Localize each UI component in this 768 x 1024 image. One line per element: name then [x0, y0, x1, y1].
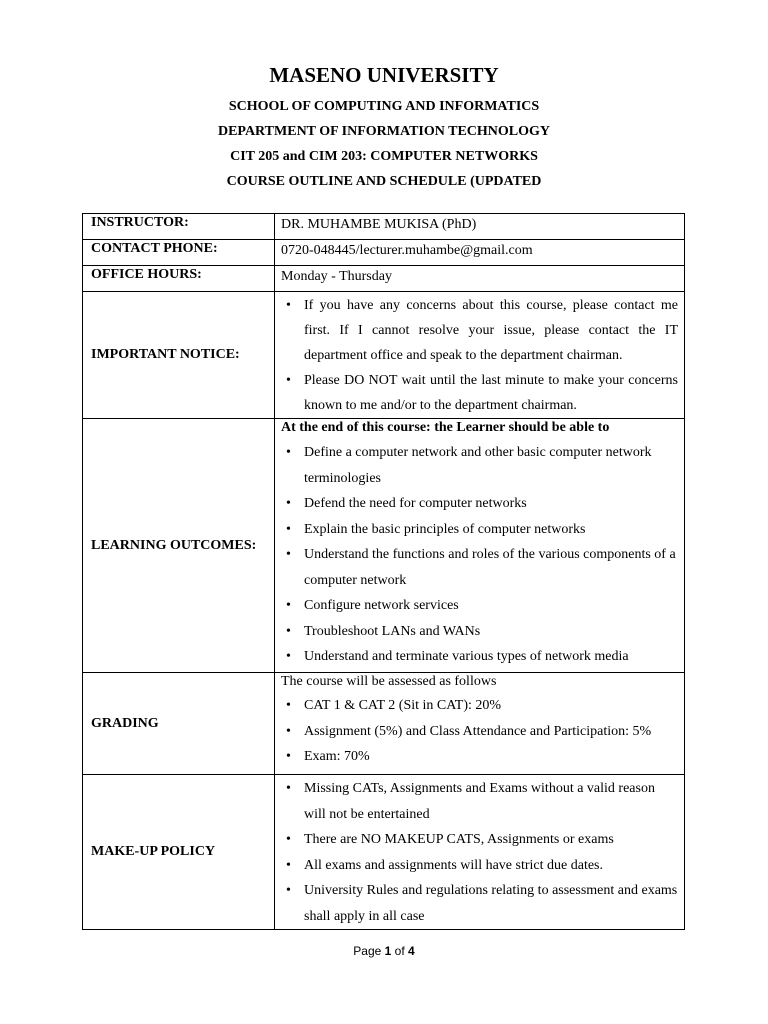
make-up-policy-value — [275, 775, 685, 930]
page-word: Page — [353, 944, 382, 958]
list-item: • University Rules and regulations relating to assessment and exams shall apply in all case — [281, 878, 678, 929]
department-name: DEPARTMENT OF INFORMATION TECHNOLOGY — [217, 124, 551, 139]
current-page-number: 1 — [384, 944, 392, 958]
list-item: • Defend the need for computer networks — [281, 491, 678, 517]
list-item: • All exams and assignments will have strict due dates. — [281, 853, 678, 879]
outcomes-intro: At the end of this course: the Learner should be able to — [281, 420, 610, 435]
row-office-hours — [83, 266, 685, 292]
row-important-notice — [83, 292, 685, 419]
grading-value — [275, 673, 685, 775]
row-contact-phone — [83, 240, 685, 266]
list-item: • Understand the functions and roles of the various components of a computer network — [281, 542, 678, 593]
list-item: • Define a computer network and other basic computer network terminologies — [281, 440, 678, 491]
row-instructor — [83, 214, 685, 240]
row-learning-outcomes — [83, 419, 685, 673]
course-title: CIT 205 and CIM 203: COMPUTER NETWORKS — [230, 149, 538, 164]
list-item: • There are NO MAKEUP CATS, Assignments or exams — [281, 827, 678, 853]
total-page-count: 4 — [408, 944, 415, 958]
list-item: • If you have any concerns about this course, please contact me first. If I cannot resolve your issue, please contact the IT department office and speak to the department chairman. — [281, 293, 678, 368]
grading-list — [281, 693, 678, 770]
important-notice-value — [275, 292, 685, 419]
of-word: of — [394, 944, 405, 958]
make-up-list — [281, 776, 678, 929]
learning-outcomes-label: LEARNING OUTCOMES: — [83, 419, 275, 673]
grading-label: GRADING — [83, 673, 275, 775]
list-item: • Understand and terminate various types of network media — [281, 644, 678, 670]
list-item: • Missing CATs, Assignments and Exams without a valid reason will not be entertained — [281, 776, 678, 827]
important-notice-label: IMPORTANT NOTICE: — [83, 292, 275, 419]
outline-subtitle: COURSE OUTLINE AND SCHEDULE (UPDATED — [226, 174, 542, 189]
list-item: • Please DO NOT wait until the last minute to make your concerns known to me and/or to the department chairman. — [281, 368, 678, 418]
notice-list — [281, 293, 678, 418]
office-hours-value: Monday - Thursday — [275, 266, 685, 292]
outcomes-list — [281, 440, 678, 670]
list-item: • Troubleshoot LANs and WANs — [281, 619, 678, 645]
list-item: • Assignment (5%) and Class Attendance and Participation: 5% — [281, 719, 678, 745]
instructor-label: INSTRUCTOR: — [83, 214, 275, 240]
row-grading — [83, 673, 685, 775]
page-footer — [0, 944, 768, 958]
list-item: • CAT 1 & CAT 2 (Sit in CAT): 20% — [281, 693, 678, 719]
contact-phone-label: CONTACT PHONE: — [83, 240, 275, 266]
list-item: • Exam: 70% — [281, 744, 678, 770]
document-title: MASENO UNIVERSITY — [269, 63, 499, 87]
grading-intro: The course will be assessed as follows — [281, 674, 497, 689]
office-hours-label: OFFICE HOURS: — [83, 266, 275, 292]
make-up-policy-label: MAKE-UP POLICY — [83, 775, 275, 930]
row-make-up-policy — [83, 775, 685, 930]
learning-outcomes-value — [275, 419, 685, 673]
school-name: SCHOOL OF COMPUTING AND INFORMATICS — [228, 99, 540, 114]
contact-phone-value: 0720-048445/lecturer.muhambe@gmail.com — [275, 240, 685, 266]
list-item: • Explain the basic principles of computer networks — [281, 517, 678, 543]
list-item: • Configure network services — [281, 593, 678, 619]
course-outline-table — [82, 213, 685, 930]
instructor-value: DR. MUHAMBE MUKISA (PhD) — [275, 214, 685, 240]
